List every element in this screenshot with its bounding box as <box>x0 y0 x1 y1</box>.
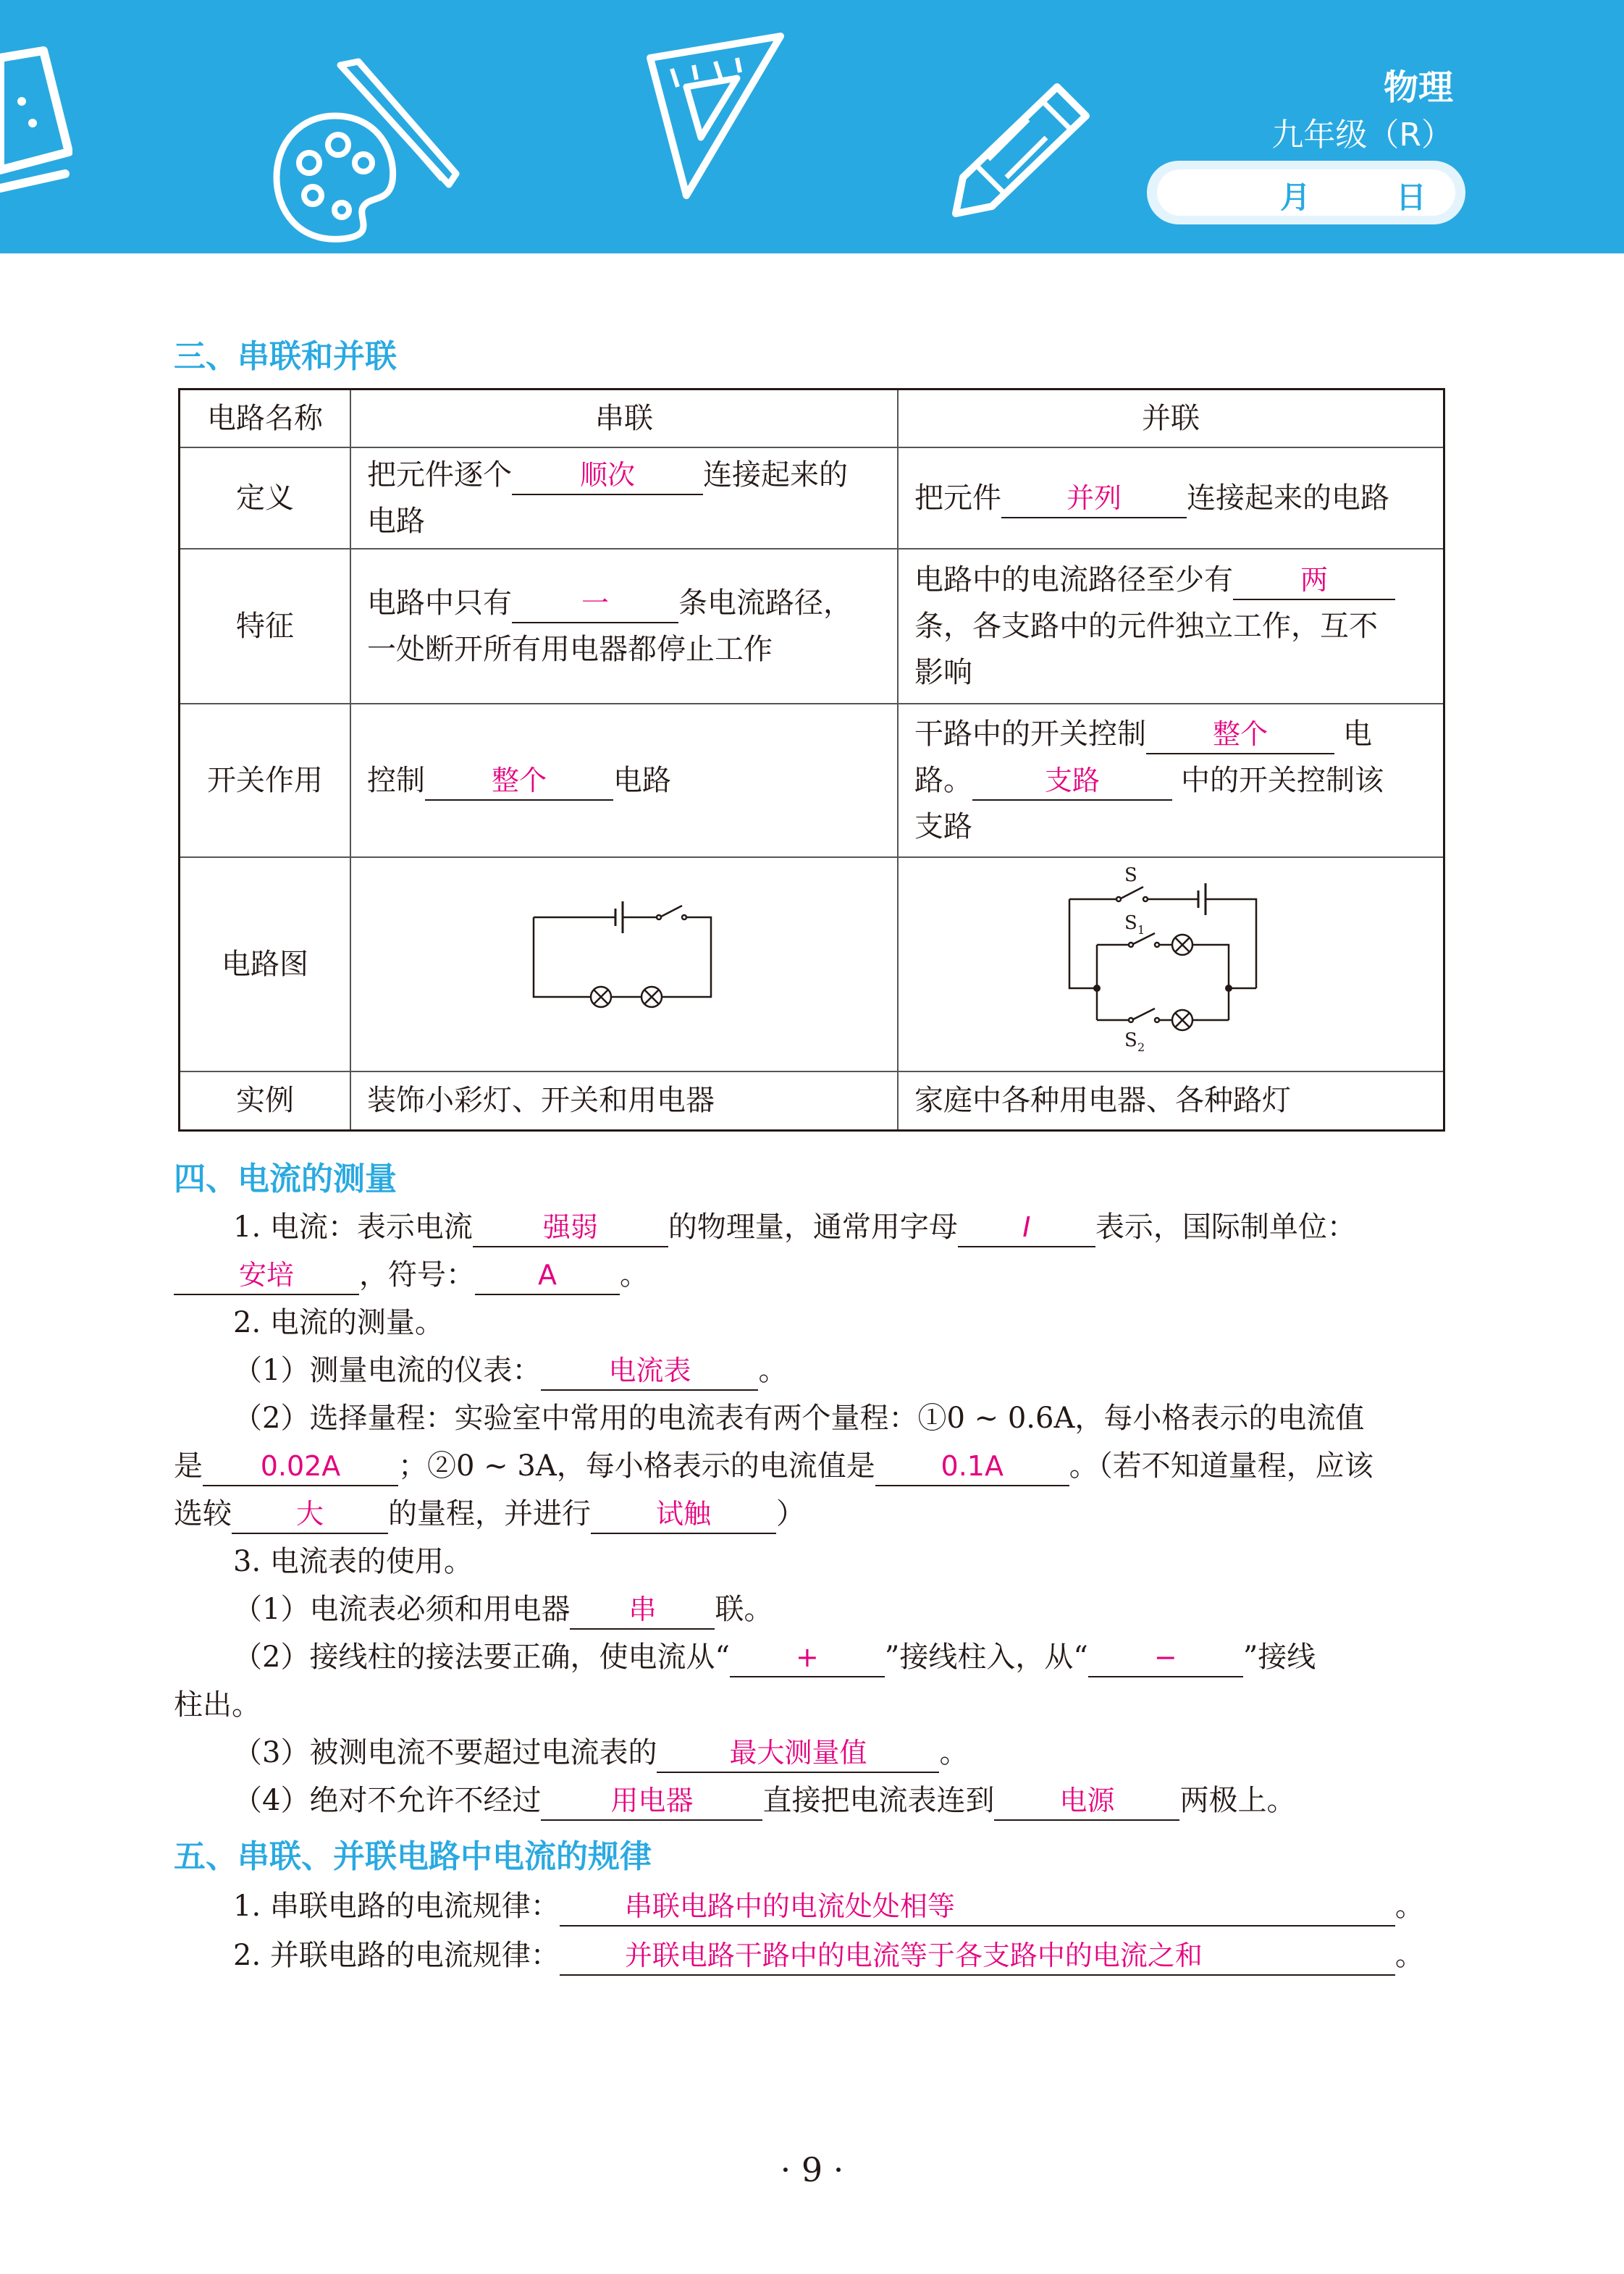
series-cell <box>350 704 898 857</box>
answer-blank: − <box>1088 1638 1243 1677</box>
series-diagram-cell <box>350 857 898 1071</box>
series-cell <box>350 447 898 549</box>
switch-label-s2: S <box>1124 1029 1137 1051</box>
text: （2）接线柱的接法要正确，使电流从“ <box>233 1641 730 1674</box>
row-name: 特征 <box>180 549 351 704</box>
text-line <box>174 1203 1515 1251</box>
text: 表示，国际制单位： <box>1095 1210 1356 1244</box>
header-band <box>0 0 1624 253</box>
series-circuit-diagram <box>530 896 718 1019</box>
text-line: 柱出。 <box>174 1688 261 1722</box>
text: 。（若不知道量程，应该 <box>1069 1449 1373 1483</box>
text: （3）被测电流不要超过电流表的 <box>233 1736 657 1769</box>
answer-blank: 安培 <box>174 1256 359 1295</box>
answer-blank: 电流表 <box>541 1352 758 1391</box>
switch-label-s2-sub: 2 <box>1137 1040 1145 1054</box>
text: 电路 <box>613 763 671 797</box>
text: 。 <box>939 1736 969 1769</box>
text: 。 <box>1394 1939 1424 1972</box>
text-line <box>174 1490 1455 1538</box>
text: 是 <box>174 1449 203 1483</box>
row-name: 实例 <box>180 1071 351 1131</box>
text: 。 <box>1394 1890 1424 1923</box>
text-line <box>174 1633 1515 1681</box>
skate-icon <box>0 43 72 210</box>
parallel-cell <box>898 549 1444 704</box>
parallel-cell: 家庭中各种用电器、各种路灯 <box>898 1071 1444 1131</box>
parallel-cell <box>898 447 1444 549</box>
answer-blank: 整个 <box>425 762 613 801</box>
table-row <box>180 857 1444 1071</box>
answer-blank: 并联电路干路中的电流等于各支路中的电流之和 <box>560 1937 1395 1976</box>
answer-blank: 大 <box>232 1495 388 1534</box>
table-row <box>180 549 1444 704</box>
text: 把元件逐个 <box>367 458 512 492</box>
text-line <box>174 1442 1455 1490</box>
table-row <box>180 704 1444 857</box>
section-title-3: 三、串联和并联 <box>174 338 397 375</box>
row-name: 开关作用 <box>180 704 351 857</box>
table-row <box>180 1071 1444 1131</box>
page-number: · 9 · <box>780 2150 844 2189</box>
text: ”接线柱入，从“ <box>884 1641 1088 1674</box>
pencil-icon <box>948 80 1093 217</box>
text-line <box>174 1932 1515 1979</box>
text: 干路中的开关控制 <box>914 717 1146 751</box>
text: 电路 <box>367 504 425 538</box>
text: 把元件 <box>914 481 1001 515</box>
text: 控制 <box>367 763 425 797</box>
table-row <box>180 389 1444 447</box>
text-line <box>174 1729 1515 1777</box>
text: 路。 <box>914 763 972 797</box>
answer-blank: 强弱 <box>473 1208 668 1247</box>
parallel-cell <box>898 704 1444 857</box>
grade-label: 九年级（R） <box>1271 117 1453 153</box>
answer-blank: 电源 <box>994 1782 1179 1821</box>
switch-label-s: S <box>1124 864 1137 886</box>
text: 连接起来的 <box>703 458 848 492</box>
answer-blank: 0.1A <box>875 1447 1069 1486</box>
text: （4）绝对不允许不经过 <box>233 1784 542 1817</box>
text: 的量程，并进行 <box>388 1497 591 1530</box>
text-line: （2）选择量程：实验室中常用的电流表有两个量程：①0 ~ 0.6A，每小格表示的电流值 <box>233 1402 1365 1435</box>
text: 连接起来的电路 <box>1187 481 1389 515</box>
parallel-circuit-diagram <box>1062 859 1279 1055</box>
text-line: 3. 电流表的使用。 <box>233 1545 473 1578</box>
text: 电路中只有 <box>367 586 512 620</box>
text: 影响 <box>914 655 972 689</box>
text-line <box>174 1882 1515 1930</box>
text: 1. 电流：表示电流 <box>233 1210 473 1244</box>
text: 1. 串联电路的电流规律： <box>233 1890 560 1923</box>
text-line <box>174 1347 1515 1394</box>
answer-blank: 两 <box>1233 561 1395 600</box>
answer-blank: 0.02A <box>203 1447 398 1486</box>
text: （1）测量电流的仪表： <box>233 1354 542 1387</box>
answer-blank: 串 <box>570 1591 715 1630</box>
subject-label: 物理 <box>1383 67 1453 108</box>
text: 条，各支路中的元件独立工作，互不 <box>914 609 1378 643</box>
switch-label-s1: S <box>1124 912 1137 934</box>
text: 电 <box>1343 717 1372 751</box>
text-line <box>174 1251 1455 1299</box>
answer-blank: 串联电路中的电流处处相等 <box>560 1887 1395 1926</box>
text: 。 <box>758 1354 788 1387</box>
text: 中的开关控制该 <box>1181 763 1384 797</box>
text: 支路 <box>914 809 972 843</box>
row-name: 电路图 <box>180 857 351 1071</box>
table-row <box>180 447 1444 549</box>
comparison-table <box>178 388 1445 1132</box>
text: 两极上。 <box>1179 1784 1296 1817</box>
text-line: 2. 电流的测量。 <box>233 1306 444 1339</box>
text: 的物理量，通常用字母 <box>668 1210 958 1244</box>
text: 选较 <box>174 1497 232 1530</box>
answer-blank: + <box>730 1638 885 1677</box>
answer-blank: 用电器 <box>541 1782 762 1821</box>
text: 。 <box>620 1258 649 1292</box>
answer-blank: 整个 <box>1146 715 1334 754</box>
text: 电路中的电流路径至少有 <box>914 563 1233 597</box>
date-field <box>1147 161 1465 224</box>
parallel-diagram-cell <box>898 857 1444 1071</box>
brush-icon <box>326 58 463 195</box>
text-line <box>174 1777 1515 1824</box>
text: ，符号： <box>359 1258 475 1292</box>
answer-blank: 顺次 <box>512 456 703 495</box>
text: 联。 <box>715 1593 773 1626</box>
series-cell: 装饰小彩灯、开关和用电器 <box>350 1071 898 1131</box>
row-name: 定义 <box>180 447 351 549</box>
day-label: 日 <box>1396 180 1427 215</box>
answer-blank: I <box>958 1208 1095 1247</box>
set-square-icon <box>643 29 788 203</box>
text: ） <box>776 1497 805 1530</box>
section-title-4: 四、电流的测量 <box>174 1161 397 1197</box>
month-label: 月 <box>1280 180 1311 215</box>
text: 直接把电流表连到 <box>762 1784 995 1817</box>
section-title-5: 五、串联、并联电路中电流的规律 <box>174 1838 652 1875</box>
series-cell <box>350 549 898 704</box>
answer-blank: A <box>475 1256 620 1295</box>
text: （1）电流表必须和用电器 <box>233 1593 571 1626</box>
answer-blank: 一 <box>512 584 678 623</box>
answer-blank: 支路 <box>972 762 1172 801</box>
header-cell-parallel: 并联 <box>898 389 1444 447</box>
answer-blank: 试触 <box>591 1495 776 1534</box>
answer-blank: 最大测量值 <box>657 1734 939 1773</box>
answer-blank: 并列 <box>1001 479 1187 518</box>
header-cell-name: 电路名称 <box>180 389 351 447</box>
switch-label-s1-sub: 1 <box>1137 923 1145 937</box>
text: 一处断开所有用电器都停止工作 <box>367 632 773 666</box>
text: ”接线 <box>1242 1641 1316 1674</box>
header-cell-series: 串联 <box>350 389 898 447</box>
text: ；②0 ~ 3A，每小格表示的电流值是 <box>398 1449 875 1483</box>
text-line <box>174 1586 1515 1633</box>
text: 条电流路径， <box>678 586 852 620</box>
text: 2. 并联电路的电流规律： <box>233 1939 560 1972</box>
